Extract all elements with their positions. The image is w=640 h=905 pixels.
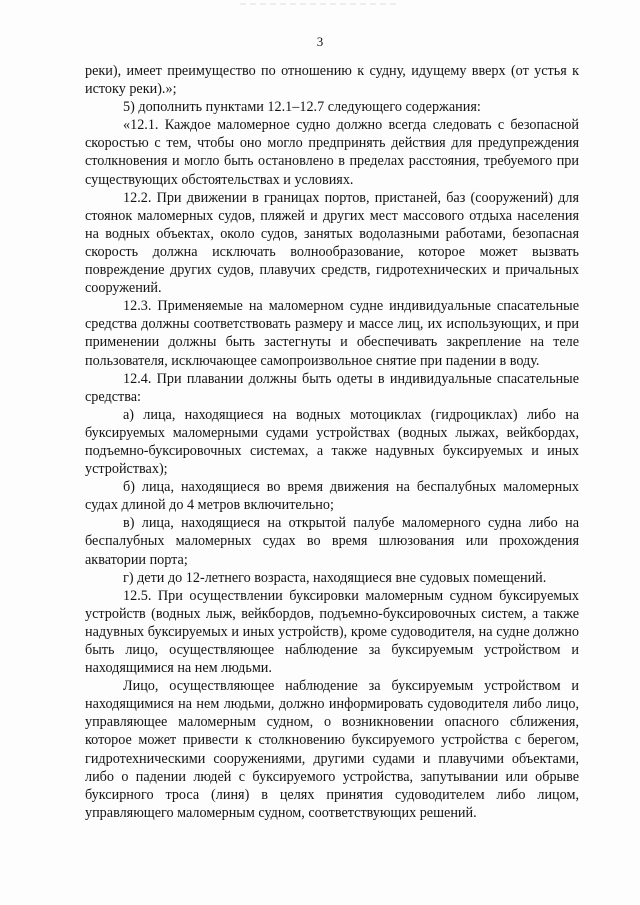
paragraph-continuation: реки), имеет преимущество по отношению к судну, идущему вверх (от устья к истоку реки).»; [85, 63, 579, 98]
document-body [85, 62, 579, 822]
page-number: 3 [316, 34, 324, 49]
paragraph-12-4-b: б) лица, находящиеся во время движения на беспалубных маломерных судах длиной до 4 метров включительно; [85, 479, 579, 514]
paragraph-item-5: 5) дополнить пунктами 12.1–12.7 следующего содержания: [123, 99, 481, 116]
paragraph-12-1: «12.1. Каждое маломерное судно должно всегда следовать с безопасной скоростью с тем, чтобы оно могло предпринять действия для предупреждения столкновения и могло быть остановлено в пределах расстояния, требуемого при существующих обстоятельствах и условиях. [85, 117, 579, 188]
paragraph-12-5-observer: Лицо, осуществляющее наблюдение за буксируемым устройством и находящимися на нем людьми, должно информировать судоводителя либо лицо, управляющее маломерным судном, о возникновении опасного сближения, которое может привести к столкновению буксируемого устройства с берегом, гидротехническими сооружениями, другими судами и плавучими объектами, либо о падении людей с буксируемого устройства, запутывании или обрыве буксирного троса (линя) в целях принятия судоводителем либо лицом, управляющего маломерным судном, соответствующих решений. [85, 678, 579, 821]
paragraph-12-5: 12.5. При осуществлении буксировки маломерным судном буксируемых устройств (водных лыж, вейкбордов, подъемно-буксировочных систем, а также надувных буксируемых и иных устройств), кроме судоводителя, на судне должно быть лицо, осуществляющее наблюдение за буксируемым устройством и находящимися на нем людьми. [85, 587, 579, 677]
paragraph-12-4-g: г) дети до 12-летнего возраста, находящиеся вне судовых помещений. [123, 569, 547, 586]
paragraph-12-4-v: в) лица, находящиеся на открытой палубе маломерного судна либо на беспалубных маломерных судах во время шлюзования или прохождения акватории порта; [85, 515, 579, 568]
paragraph-12-4: 12.4. При плавании должны быть одеты в индивидуальные спасательные средства: [85, 370, 579, 405]
scan-artifact [240, 2, 400, 6]
paragraph-12-3: 12.3. Применяемые на маломерном судне индивидуальные спасательные средства должны соответствовать размеру и массе лиц, их использующих, и при применении должны быть застегнуты и обеспечивать закрепление на теле пользователя, исключающее самопроизвольное снятие при падении в воду. [85, 298, 579, 369]
paragraph-12-2: 12.2. При движении в границах портов, пристаней, баз (сооружений) для стоянок маломерных судов, пляжей и других мест массового отдыха населения на водных объектах, около судов, занятых водолазными работами, безопасная скорость должна исключать волнообразование, которое может вызвать повреждение других судов, плавучих средств, гидротехнических и причальных сооружений. [85, 189, 579, 297]
paragraph-12-4-a: а) лица, находящиеся на водных мотоциклах (гидроциклах) либо на буксируемых маломерными судами устройствах (водных лыжах, вейкбордах, подъемно-буксировочных системах, а также надувных буксируемых и иных устройствах); [85, 406, 579, 478]
